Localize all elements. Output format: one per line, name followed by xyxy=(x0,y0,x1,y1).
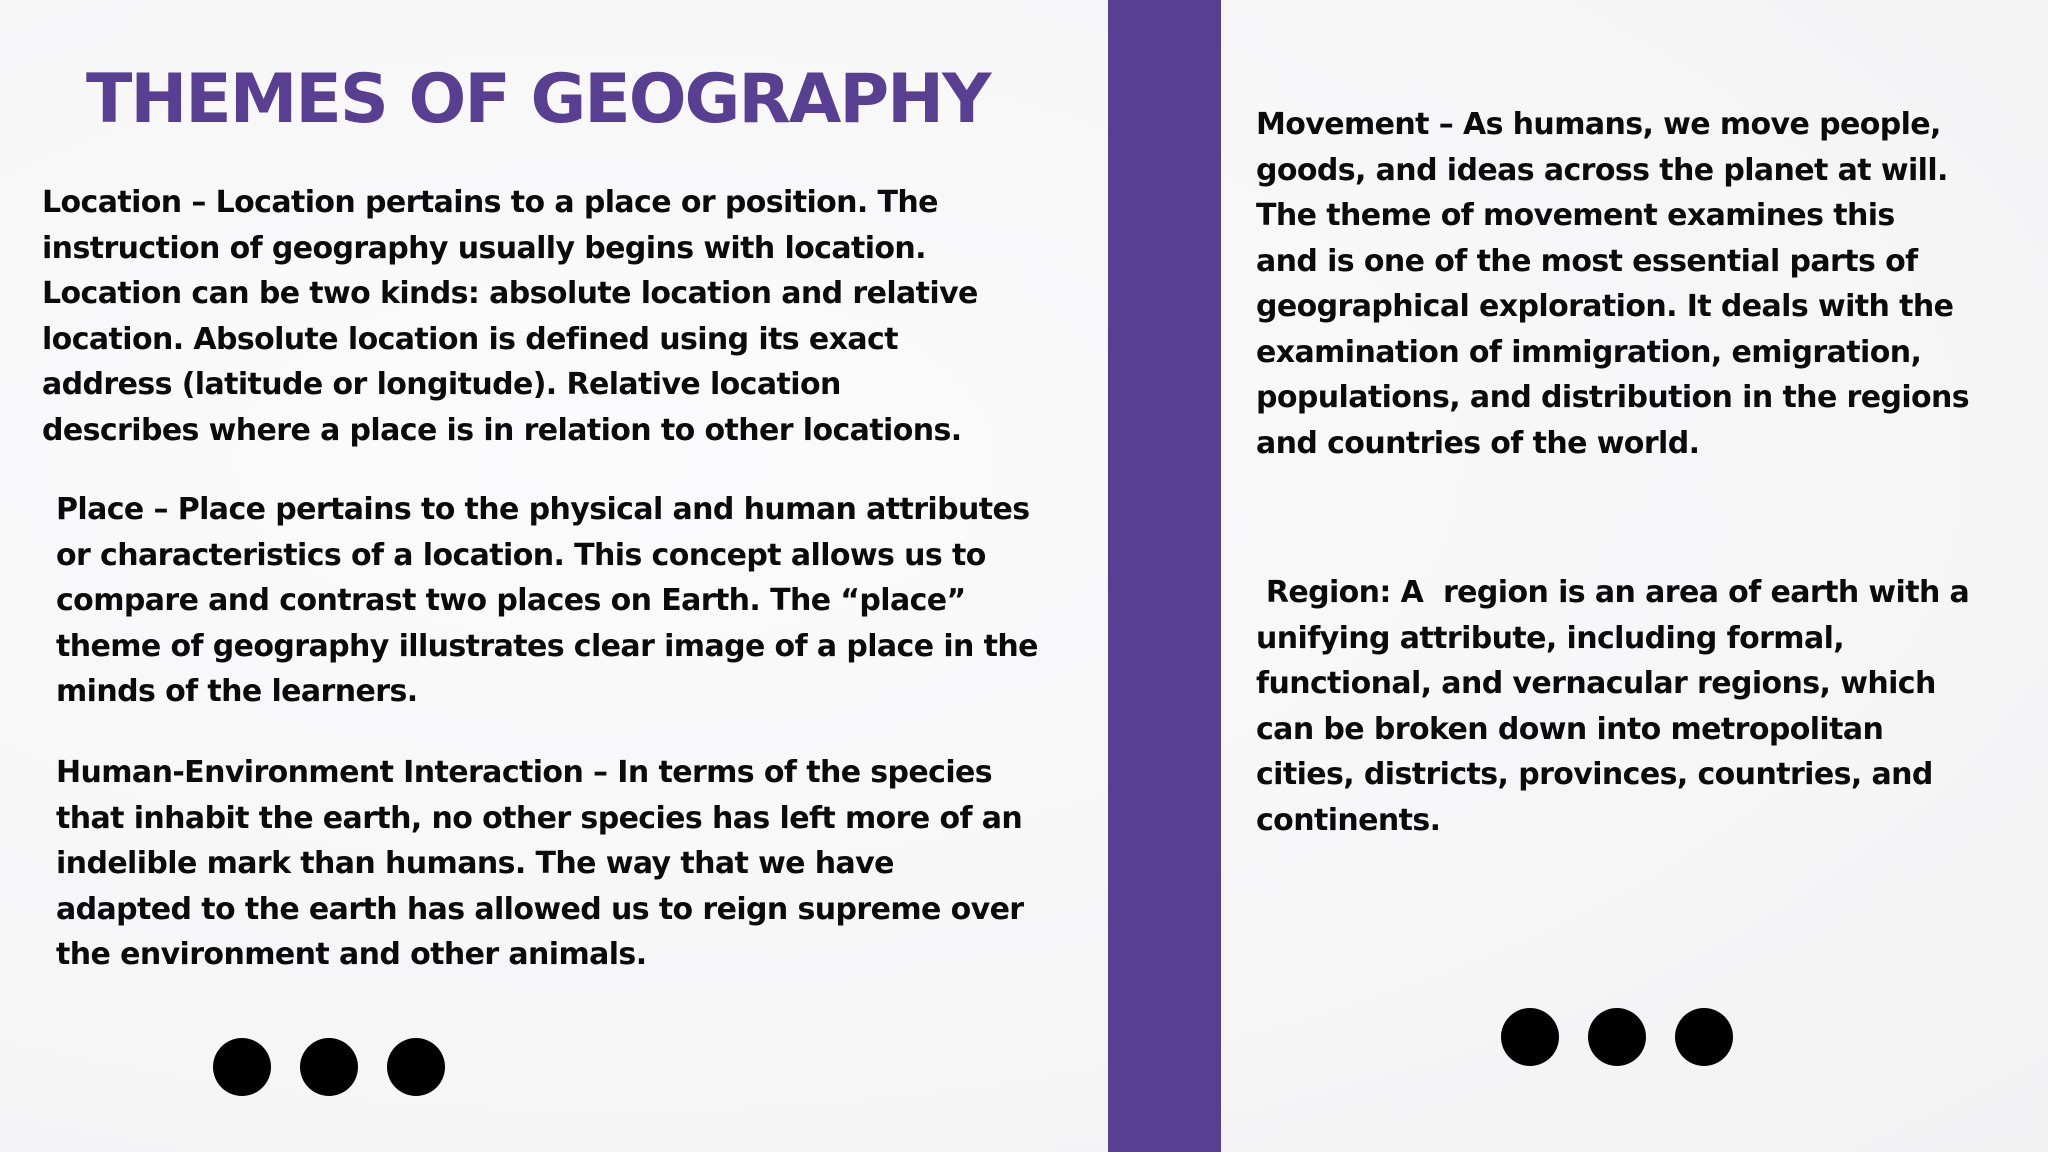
human-environment-paragraph xyxy=(56,750,1096,978)
text-line: can be broken down into metropolitan xyxy=(1256,711,1884,747)
text-line: Place – Place pertains to the physical and human attributes xyxy=(56,492,1030,527)
text-line: adapted to the earth has allowed us to reign supreme over xyxy=(56,891,1024,927)
text-line: cities, districts, provinces, countries, and xyxy=(1256,757,1933,792)
text-line: goods, and ideas across the planet at will. xyxy=(1256,152,1948,188)
text-line: geographical exploration. It deals with the xyxy=(1256,289,1954,324)
text-line: and is one of the most essential parts of xyxy=(1256,243,1918,279)
text-line: or characteristics of a location. This concept allows us to xyxy=(56,537,986,573)
movement-paragraph xyxy=(1256,102,2016,466)
location-paragraph xyxy=(42,180,1082,453)
text-line: instruction of geography usually begins with location. xyxy=(42,230,926,266)
dot-icon xyxy=(213,1038,271,1096)
text-line: unifying attribute, including formal, xyxy=(1256,620,1845,656)
text-line: Location can be two kinds: absolute location and relative xyxy=(42,276,978,311)
text-line: The theme of movement examines this xyxy=(1256,198,1895,233)
text-line: location. Absolute location is defined using its exact xyxy=(42,321,898,357)
text-line: address (latitude or longitude). Relative location xyxy=(42,367,841,402)
text-line: functional, and vernacular regions, which xyxy=(1256,666,1936,701)
place-paragraph xyxy=(56,487,1096,715)
text-line: and countries of the world. xyxy=(1256,425,1700,461)
text-line: examination of immigration, emigration, xyxy=(1256,334,1922,370)
text-line: minds of the learners. xyxy=(56,674,418,709)
dot-icon xyxy=(387,1038,445,1096)
slide-title: THEMES OF GEOGRAPHY xyxy=(86,60,990,139)
text-line: theme of geography illustrates clear image of a place in the xyxy=(56,628,1038,664)
dot-icon xyxy=(300,1038,358,1096)
text-line: that inhabit the earth, no other species has left more of an xyxy=(56,800,1023,836)
text-line: Human-Environment Interaction – In terms of the species xyxy=(56,755,993,790)
text-line: compare and contrast two places on Earth. The “place” xyxy=(56,583,966,618)
text-line: Region: A region is an area of earth with a xyxy=(1256,575,1970,610)
text-line: Location – Location pertains to a place or position. The xyxy=(42,185,938,220)
text-line: Movement – As humans, we move people, xyxy=(1256,107,1941,142)
decorative-dots-right xyxy=(1501,1008,1733,1066)
text-line: continents. xyxy=(1256,802,1441,838)
region-paragraph xyxy=(1256,570,2016,843)
dot-icon xyxy=(1675,1008,1733,1066)
dot-icon xyxy=(1588,1008,1646,1066)
text-line: indelible mark than humans. The way that we have xyxy=(56,846,894,881)
purple-divider-bar xyxy=(1108,0,1221,1152)
text-line: populations, and distribution in the regions xyxy=(1256,380,1970,415)
decorative-dots-left xyxy=(213,1038,445,1096)
text-line: describes where a place is in relation to other locations. xyxy=(42,412,962,448)
dot-icon xyxy=(1501,1008,1559,1066)
text-line: the environment and other animals. xyxy=(56,937,647,972)
